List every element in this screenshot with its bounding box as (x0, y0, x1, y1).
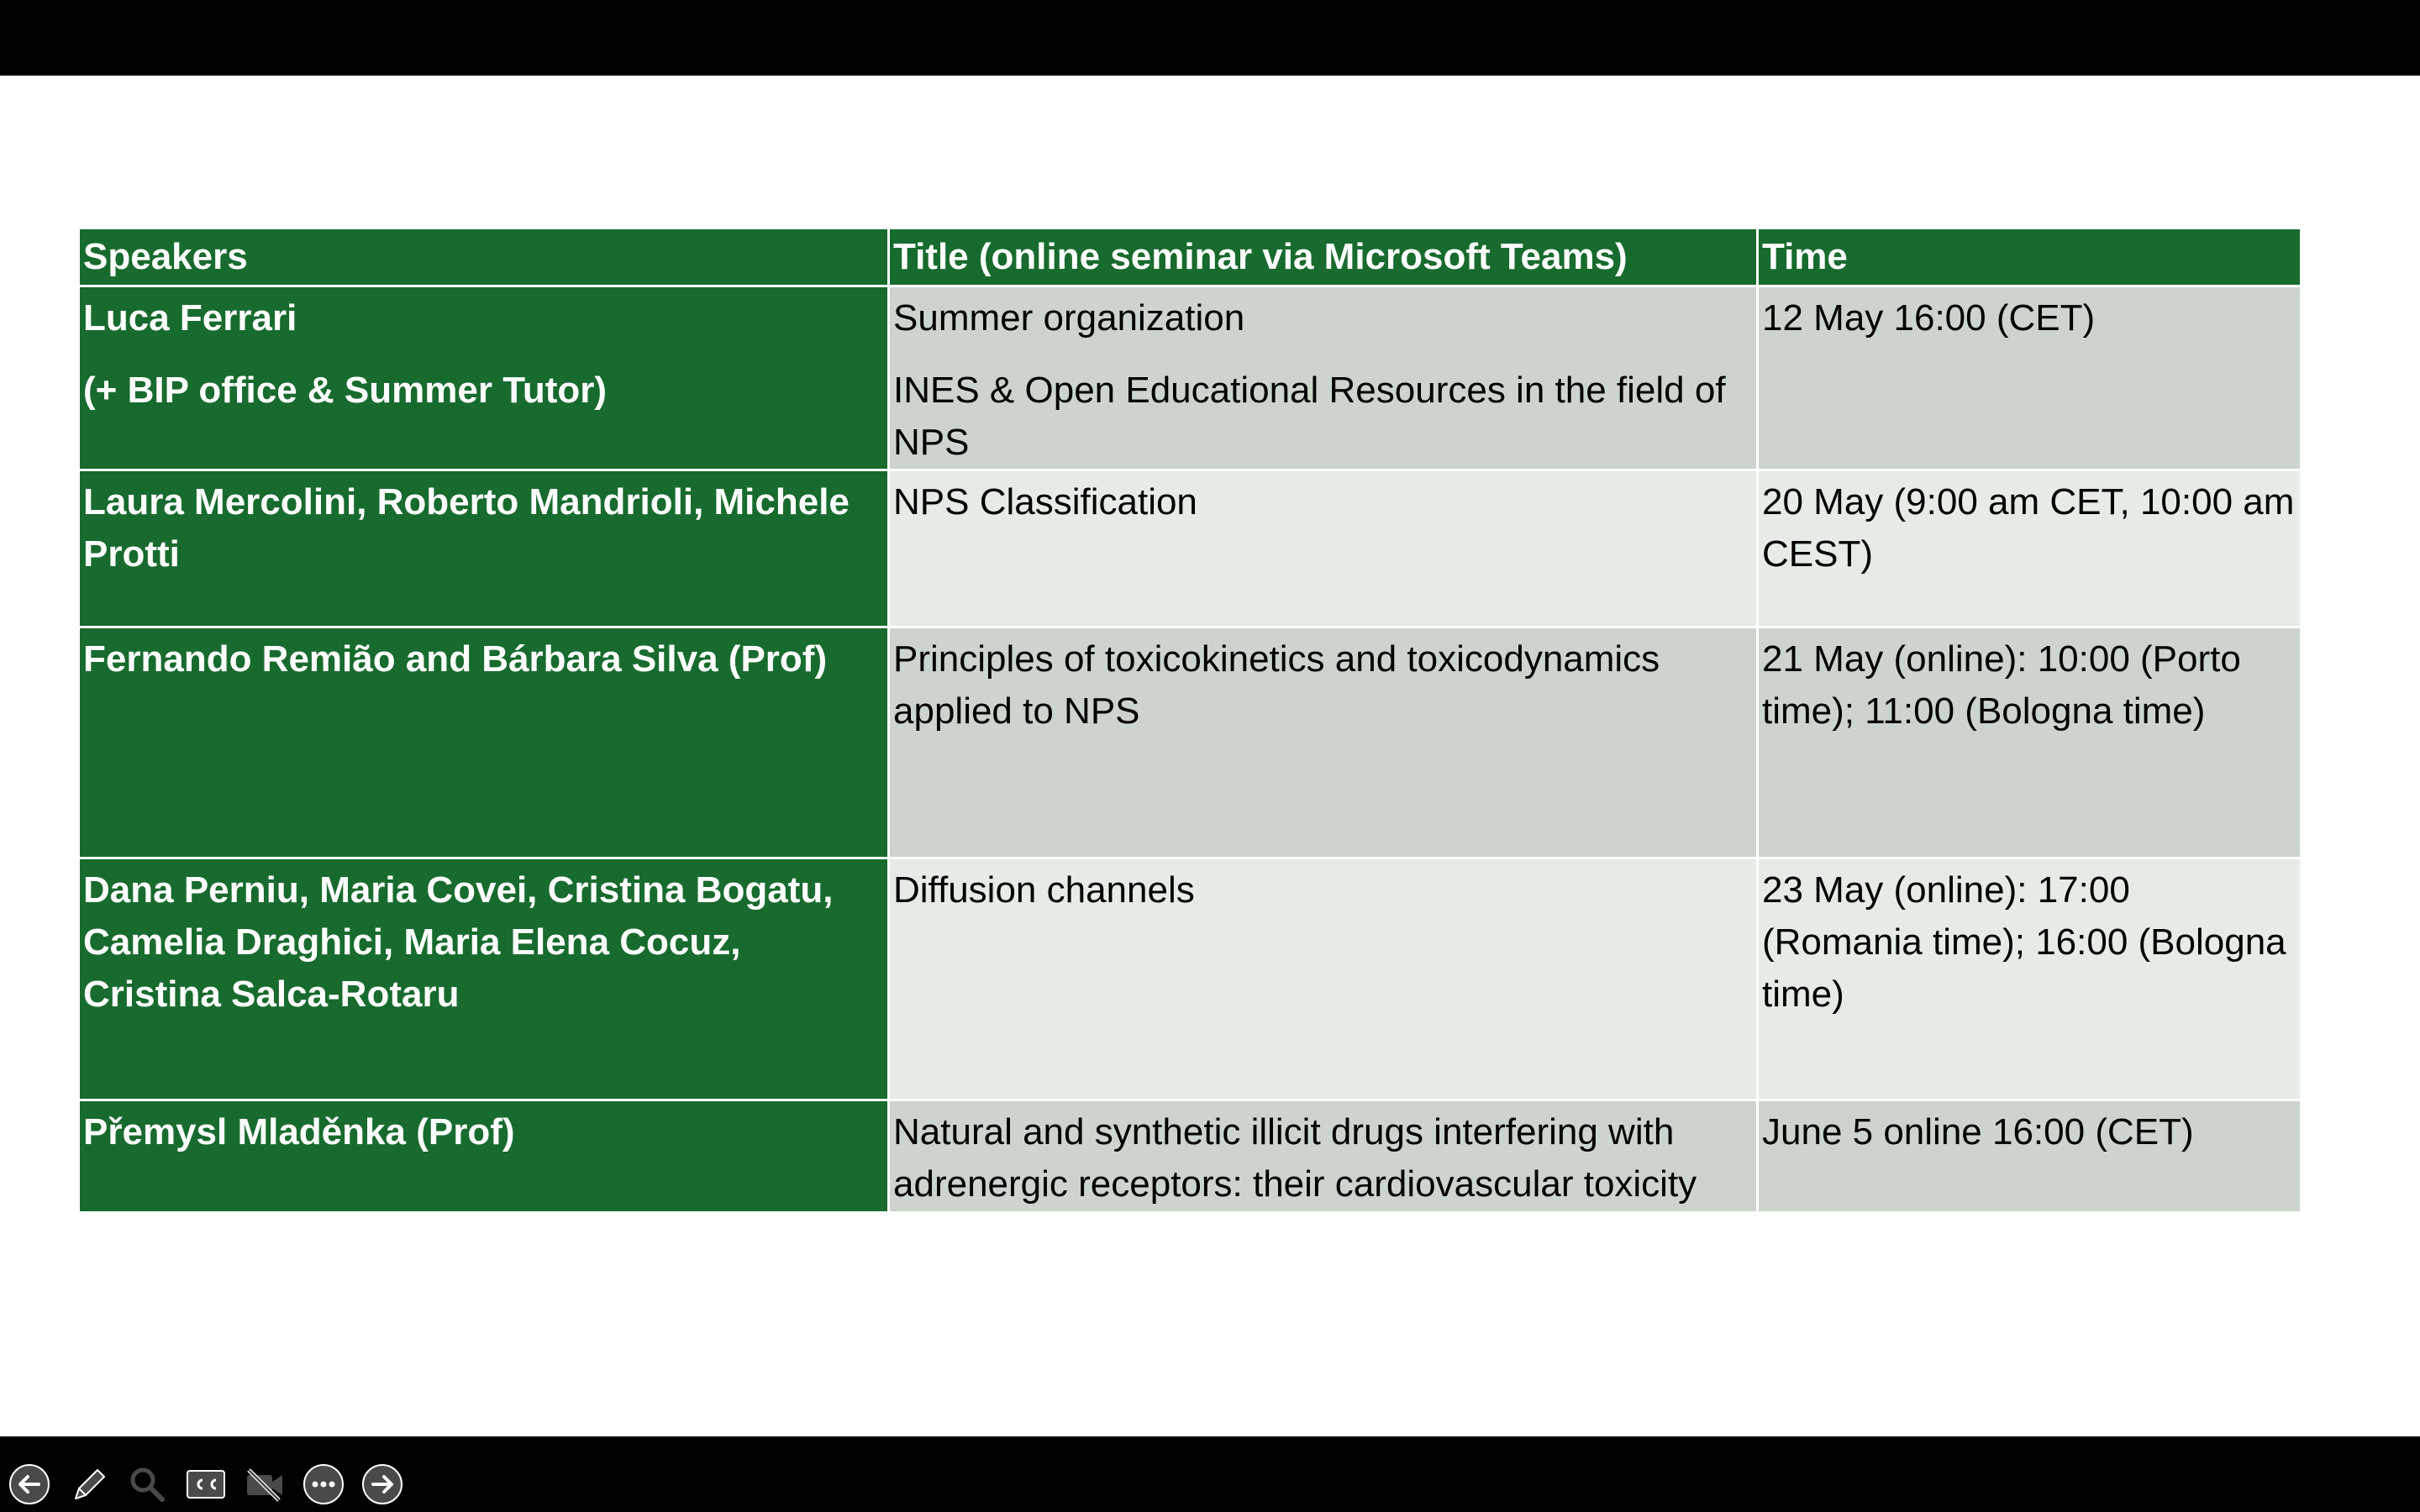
speaker-note: (+ BIP office & Summer Tutor) (83, 370, 608, 411)
table-row (79, 627, 2302, 858)
speaker-cell (79, 286, 889, 470)
time-cell: 20 May (9:00 am CET, 10:00 am CEST) (1758, 470, 2302, 627)
slide (0, 76, 2420, 1436)
pen-tool-button[interactable] (59, 1459, 118, 1509)
table-row (79, 858, 2302, 1100)
time-cell: 23 May (online): 17:00 (Romania time); 16:00 (Bologna time) (1758, 858, 2302, 1100)
header-speakers: Speakers (79, 228, 889, 286)
subtitles-button[interactable] (176, 1459, 235, 1509)
time-cell: 12 May 16:00 (CET) (1758, 286, 2302, 470)
camera-off-icon (244, 1463, 286, 1505)
speaker-cell: Fernando Remião and Bárbara Silva (Prof) (79, 627, 889, 858)
table-header-row (79, 228, 2302, 286)
time-cell: 21 May (online): 10:00 (Porto time); 11:00 (Bologna time) (1758, 627, 2302, 858)
speaker-cell: Laura Mercolini, Roberto Mandrioli, Michele Protti (79, 470, 889, 627)
title-cell: Principles of toxicokinetics and toxicodynamics applied to NPS (889, 627, 1758, 858)
speaker-cell: Přemysl Mladěnka (Prof) (79, 1100, 889, 1213)
title-line: INES & Open Educational Resources in the field of NPS (893, 370, 1726, 463)
pen-icon (67, 1463, 109, 1505)
magnifier-icon (126, 1463, 168, 1505)
speaker-cell: Dana Perniu, Maria Covei, Cristina Bogatu, Camelia Draghici, Maria Elena Cocuz, Cristina Salca-Rotaru (79, 858, 889, 1100)
previous-slide-button[interactable] (0, 1459, 59, 1509)
arrow-left-icon (8, 1463, 50, 1505)
more-options-icon (302, 1463, 345, 1505)
slideshow-toolbar (0, 1459, 412, 1509)
camera-toggle-button[interactable] (235, 1459, 294, 1509)
seminar-schedule-table (77, 227, 2302, 1214)
arrow-right-icon (361, 1463, 403, 1505)
closed-captions-icon (185, 1463, 227, 1505)
next-slide-button[interactable] (353, 1459, 412, 1509)
header-time: Time (1758, 228, 2302, 286)
zoom-button[interactable] (118, 1459, 176, 1509)
title-cell: Natural and synthetic illicit drugs interfering with adrenergic receptors: their cardiovascular toxicity (889, 1100, 1758, 1213)
time-cell: June 5 online 16:00 (CET) (1758, 1100, 2302, 1213)
table-row (79, 286, 2302, 470)
table-row (79, 470, 2302, 627)
title-cell: NPS Classification (889, 470, 1758, 627)
header-title: Title (online seminar via Microsoft Teams) (889, 228, 1758, 286)
more-options-button[interactable] (294, 1459, 353, 1509)
title-cell: Diffusion channels (889, 858, 1758, 1100)
title-line: Summer organization (893, 297, 1245, 339)
table-row (79, 1100, 2302, 1213)
speaker-name: Luca Ferrari (83, 297, 297, 339)
title-cell (889, 286, 1758, 470)
